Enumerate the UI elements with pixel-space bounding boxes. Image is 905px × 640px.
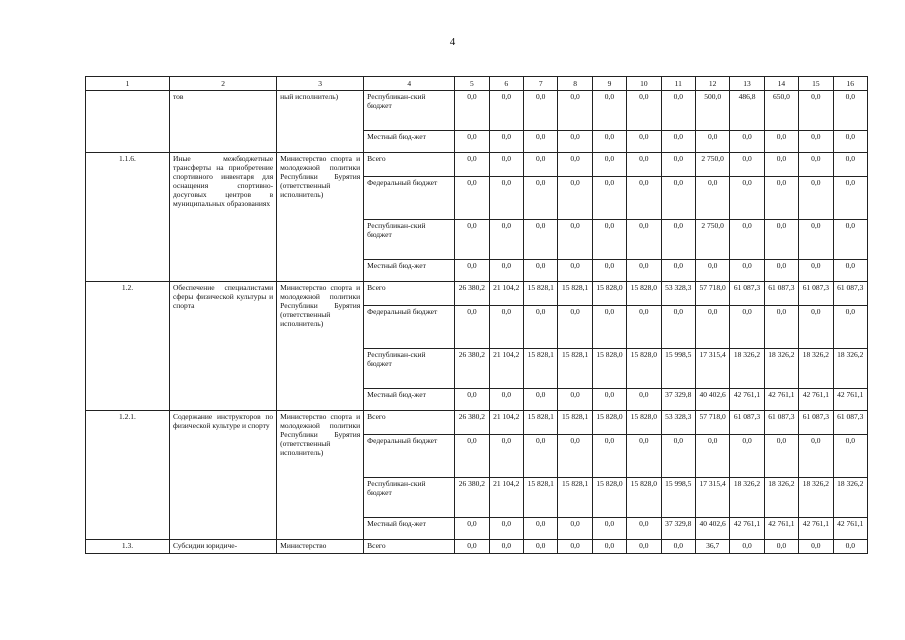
- value-cell: 0,0: [661, 177, 695, 220]
- value-cell: 0,0: [730, 435, 764, 478]
- value-cell: 0,0: [489, 260, 523, 282]
- value-cell: 0,0: [592, 131, 626, 153]
- value-cell: 0,0: [455, 518, 489, 540]
- header-cell: 1: [86, 77, 170, 91]
- value-cell: 0,0: [455, 260, 489, 282]
- value-cell: 0,0: [833, 220, 867, 260]
- value-cell: 0,0: [764, 220, 798, 260]
- header-cell: 8: [558, 77, 592, 91]
- value-cell: 0,0: [592, 91, 626, 131]
- value-cell: 61 087,3: [730, 411, 764, 435]
- funding-source: Местный бюд-жет: [364, 518, 455, 540]
- item-name: Обеспечение специалистами сферы физической культуры и спорта: [169, 282, 276, 411]
- value-cell: 500,0: [695, 91, 729, 131]
- value-cell: 0,0: [695, 260, 729, 282]
- value-cell: 0,0: [833, 540, 867, 554]
- value-cell: 0,0: [799, 260, 833, 282]
- value-cell: 0,0: [661, 131, 695, 153]
- value-cell: 0,0: [524, 153, 558, 177]
- value-cell: 21 104,2: [489, 478, 523, 518]
- value-cell: 18 326,2: [764, 349, 798, 389]
- value-cell: 0,0: [592, 260, 626, 282]
- value-cell: 0,0: [764, 131, 798, 153]
- value-cell: 0,0: [524, 435, 558, 478]
- value-cell: 61 087,3: [730, 282, 764, 306]
- value-cell: 2 750,0: [695, 153, 729, 177]
- value-cell: 15 828,1: [524, 411, 558, 435]
- value-cell: 0,0: [524, 260, 558, 282]
- table-row: [86, 540, 868, 554]
- value-cell: 15 828,0: [592, 478, 626, 518]
- funding-source: Местный бюд-жет: [364, 131, 455, 153]
- value-cell: 57 718,0: [695, 282, 729, 306]
- value-cell: 0,0: [455, 306, 489, 349]
- table-row: [86, 411, 868, 435]
- value-cell: 21 104,2: [489, 411, 523, 435]
- value-cell: 15 998,5: [661, 478, 695, 518]
- value-cell: 17 315,4: [695, 478, 729, 518]
- value-cell: 42 761,1: [764, 389, 798, 411]
- header-cell: 15: [799, 77, 833, 91]
- value-cell: 0,0: [592, 518, 626, 540]
- header-cell: 7: [524, 77, 558, 91]
- value-cell: 61 087,3: [799, 411, 833, 435]
- value-cell: 0,0: [799, 306, 833, 349]
- item-code: 1.2.: [86, 282, 170, 411]
- value-cell: 0,0: [489, 306, 523, 349]
- funding-source: Республикан-ский бюджет: [364, 349, 455, 389]
- value-cell: 0,0: [489, 131, 523, 153]
- item-code: 1.1.6.: [86, 153, 170, 282]
- value-cell: 0,0: [627, 220, 661, 260]
- value-cell: 36,7: [695, 540, 729, 554]
- value-cell: 0,0: [695, 131, 729, 153]
- value-cell: 0,0: [833, 131, 867, 153]
- funding-source: Всего: [364, 153, 455, 177]
- value-cell: 0,0: [661, 91, 695, 131]
- value-cell: 0,0: [558, 540, 592, 554]
- value-cell: 0,0: [695, 435, 729, 478]
- header-cell: 11: [661, 77, 695, 91]
- item-code: 1.2.1.: [86, 411, 170, 540]
- value-cell: 42 761,1: [799, 389, 833, 411]
- value-cell: 0,0: [455, 435, 489, 478]
- item-name: Субсидии юридиче-: [169, 540, 276, 554]
- value-cell: 40 402,6: [695, 518, 729, 540]
- value-cell: 0,0: [799, 131, 833, 153]
- value-cell: 42 761,1: [799, 518, 833, 540]
- funding-source: Федеральный бюджет: [364, 177, 455, 220]
- value-cell: 0,0: [833, 153, 867, 177]
- value-cell: 0,0: [489, 540, 523, 554]
- value-cell: 0,0: [661, 153, 695, 177]
- value-cell: 21 104,2: [489, 349, 523, 389]
- value-cell: 0,0: [489, 153, 523, 177]
- item-executor: Министерство: [277, 540, 364, 554]
- funding-source: Всего: [364, 540, 455, 554]
- item-name: тов: [169, 91, 276, 153]
- header-cell: 3: [277, 77, 364, 91]
- value-cell: 0,0: [627, 435, 661, 478]
- page-number: 4: [449, 36, 456, 48]
- value-cell: 0,0: [627, 389, 661, 411]
- value-cell: 0,0: [592, 306, 626, 349]
- value-cell: 0,0: [833, 306, 867, 349]
- item-name: Содержание инструкторов по физической культуре и спорту: [169, 411, 276, 540]
- header-cell: 9: [592, 77, 626, 91]
- value-cell: 0,0: [489, 91, 523, 131]
- value-cell: 0,0: [558, 389, 592, 411]
- header-cell: 13: [730, 77, 764, 91]
- value-cell: 0,0: [764, 306, 798, 349]
- value-cell: 0,0: [524, 389, 558, 411]
- header-cell: 16: [833, 77, 867, 91]
- value-cell: 0,0: [833, 260, 867, 282]
- value-cell: 0,0: [799, 220, 833, 260]
- value-cell: 0,0: [730, 260, 764, 282]
- value-cell: 0,0: [764, 177, 798, 220]
- header-cell: 5: [455, 77, 489, 91]
- value-cell: 0,0: [799, 435, 833, 478]
- value-cell: 61 087,3: [833, 411, 867, 435]
- value-cell: 0,0: [489, 177, 523, 220]
- value-cell: 0,0: [627, 518, 661, 540]
- value-cell: 0,0: [455, 153, 489, 177]
- value-cell: 0,0: [592, 177, 626, 220]
- value-cell: 0,0: [455, 91, 489, 131]
- value-cell: 53 328,3: [661, 411, 695, 435]
- value-cell: 2 750,0: [695, 220, 729, 260]
- value-cell: 0,0: [489, 220, 523, 260]
- value-cell: 37 329,8: [661, 518, 695, 540]
- value-cell: 0,0: [524, 306, 558, 349]
- value-cell: 0,0: [524, 540, 558, 554]
- value-cell: 18 326,2: [730, 349, 764, 389]
- value-cell: 15 828,1: [558, 349, 592, 389]
- value-cell: 0,0: [730, 220, 764, 260]
- value-cell: 0,0: [799, 540, 833, 554]
- value-cell: 15 828,0: [592, 282, 626, 306]
- value-cell: 0,0: [833, 435, 867, 478]
- value-cell: 18 326,2: [730, 478, 764, 518]
- value-cell: 0,0: [730, 153, 764, 177]
- value-cell: 0,0: [695, 177, 729, 220]
- funding-source: Республикан-ский бюджет: [364, 220, 455, 260]
- value-cell: 15 828,0: [627, 478, 661, 518]
- funding-source: Местный бюд-жет: [364, 389, 455, 411]
- value-cell: 42 761,1: [833, 518, 867, 540]
- value-cell: 0,0: [799, 91, 833, 131]
- value-cell: 0,0: [558, 153, 592, 177]
- value-cell: 0,0: [799, 153, 833, 177]
- value-cell: 0,0: [558, 518, 592, 540]
- header-cell: 6: [489, 77, 523, 91]
- value-cell: 42 761,1: [833, 389, 867, 411]
- value-cell: 0,0: [730, 306, 764, 349]
- value-cell: 0,0: [524, 518, 558, 540]
- value-cell: 15 828,0: [592, 349, 626, 389]
- value-cell: 15 828,1: [524, 282, 558, 306]
- header-cell: 4: [364, 77, 455, 91]
- header-row: [86, 77, 868, 91]
- value-cell: 0,0: [489, 435, 523, 478]
- value-cell: 15 828,0: [627, 411, 661, 435]
- table-row: [86, 153, 868, 177]
- value-cell: 18 326,2: [833, 349, 867, 389]
- value-cell: 0,0: [455, 177, 489, 220]
- value-cell: 0,0: [730, 540, 764, 554]
- value-cell: 15 828,0: [627, 282, 661, 306]
- value-cell: 0,0: [730, 177, 764, 220]
- header-cell: 12: [695, 77, 729, 91]
- value-cell: 15 828,1: [558, 411, 592, 435]
- value-cell: 26 380,2: [455, 478, 489, 518]
- value-cell: 0,0: [661, 540, 695, 554]
- value-cell: 61 087,3: [799, 282, 833, 306]
- value-cell: 18 326,2: [764, 478, 798, 518]
- table-row: [86, 91, 868, 131]
- value-cell: 0,0: [455, 540, 489, 554]
- value-cell: 18 326,2: [799, 478, 833, 518]
- value-cell: 61 087,3: [764, 282, 798, 306]
- value-cell: 0,0: [764, 260, 798, 282]
- value-cell: 15 998,5: [661, 349, 695, 389]
- value-cell: 37 329,8: [661, 389, 695, 411]
- funding-source: Федеральный бюджет: [364, 435, 455, 478]
- value-cell: 15 828,1: [558, 282, 592, 306]
- item-name: Иные межбюджетные трансферты на приобретение спортивного инвентаря для оснащения спортивно-досуговых центров в муниципальных образованиях: [169, 153, 276, 282]
- value-cell: 26 380,2: [455, 349, 489, 389]
- item-executor: Министерство спорта и молодежной политики Республики Бурятия (ответственный исполнитель): [277, 153, 364, 282]
- value-cell: 15 828,1: [558, 478, 592, 518]
- value-cell: 15 828,0: [592, 411, 626, 435]
- value-cell: 0,0: [627, 540, 661, 554]
- funding-source: Местный бюд-жет: [364, 260, 455, 282]
- value-cell: 0,0: [695, 306, 729, 349]
- funding-source: Федеральный бюджет: [364, 306, 455, 349]
- budget-table: [85, 76, 868, 554]
- item-executor: ный исполнитель): [277, 91, 364, 153]
- value-cell: 0,0: [558, 177, 592, 220]
- value-cell: 15 828,1: [524, 349, 558, 389]
- value-cell: 26 380,2: [455, 411, 489, 435]
- value-cell: 0,0: [627, 153, 661, 177]
- value-cell: 0,0: [524, 177, 558, 220]
- value-cell: 21 104,2: [489, 282, 523, 306]
- value-cell: 0,0: [627, 260, 661, 282]
- item-executor: Министерство спорта и молодежной политики Республики Бурятия (ответственный исполнитель): [277, 411, 364, 540]
- value-cell: 42 761,1: [730, 518, 764, 540]
- value-cell: 0,0: [592, 540, 626, 554]
- item-code: 1.3.: [86, 540, 170, 554]
- value-cell: 0,0: [627, 131, 661, 153]
- value-cell: 0,0: [489, 518, 523, 540]
- value-cell: 15 828,1: [524, 478, 558, 518]
- value-cell: 61 087,3: [764, 411, 798, 435]
- value-cell: 0,0: [592, 435, 626, 478]
- value-cell: 0,0: [764, 435, 798, 478]
- value-cell: 42 761,1: [730, 389, 764, 411]
- value-cell: 57 718,0: [695, 411, 729, 435]
- value-cell: 15 828,0: [627, 349, 661, 389]
- value-cell: 0,0: [833, 91, 867, 131]
- header-cell: 2: [169, 77, 276, 91]
- value-cell: 0,0: [592, 389, 626, 411]
- value-cell: 26 380,2: [455, 282, 489, 306]
- value-cell: 0,0: [524, 131, 558, 153]
- funding-source: Всего: [364, 282, 455, 306]
- funding-source: Республикан-ский бюджет: [364, 91, 455, 131]
- value-cell: 0,0: [661, 435, 695, 478]
- value-cell: 0,0: [455, 220, 489, 260]
- value-cell: 0,0: [558, 435, 592, 478]
- value-cell: 0,0: [764, 153, 798, 177]
- value-cell: 0,0: [592, 153, 626, 177]
- value-cell: 42 761,1: [764, 518, 798, 540]
- value-cell: 0,0: [833, 177, 867, 220]
- item-code: [86, 91, 170, 153]
- value-cell: 18 326,2: [833, 478, 867, 518]
- value-cell: 0,0: [592, 220, 626, 260]
- value-cell: 0,0: [558, 131, 592, 153]
- value-cell: 0,0: [627, 306, 661, 349]
- value-cell: 17 315,4: [695, 349, 729, 389]
- value-cell: 0,0: [627, 177, 661, 220]
- value-cell: 61 087,3: [833, 282, 867, 306]
- header-cell: 14: [764, 77, 798, 91]
- value-cell: 40 402,6: [695, 389, 729, 411]
- value-cell: 0,0: [661, 260, 695, 282]
- value-cell: 486,8: [730, 91, 764, 131]
- value-cell: 0,0: [730, 131, 764, 153]
- value-cell: 0,0: [524, 220, 558, 260]
- value-cell: 650,0: [764, 91, 798, 131]
- value-cell: 0,0: [524, 91, 558, 131]
- value-cell: 0,0: [558, 306, 592, 349]
- value-cell: 0,0: [661, 220, 695, 260]
- value-cell: 0,0: [661, 306, 695, 349]
- value-cell: 0,0: [455, 389, 489, 411]
- item-executor: Министерство спорта и молодежной политики Республики Бурятия (ответственный исполнитель): [277, 282, 364, 411]
- value-cell: 0,0: [558, 91, 592, 131]
- header-cell: 10: [627, 77, 661, 91]
- value-cell: 0,0: [558, 220, 592, 260]
- funding-source: Республикан-ский бюджет: [364, 478, 455, 518]
- value-cell: 53 328,3: [661, 282, 695, 306]
- value-cell: 0,0: [627, 91, 661, 131]
- value-cell: 18 326,2: [799, 349, 833, 389]
- funding-source: Всего: [364, 411, 455, 435]
- value-cell: 0,0: [799, 177, 833, 220]
- table-row: [86, 282, 868, 306]
- value-cell: 0,0: [489, 389, 523, 411]
- value-cell: 0,0: [764, 540, 798, 554]
- value-cell: 0,0: [558, 260, 592, 282]
- value-cell: 0,0: [455, 131, 489, 153]
